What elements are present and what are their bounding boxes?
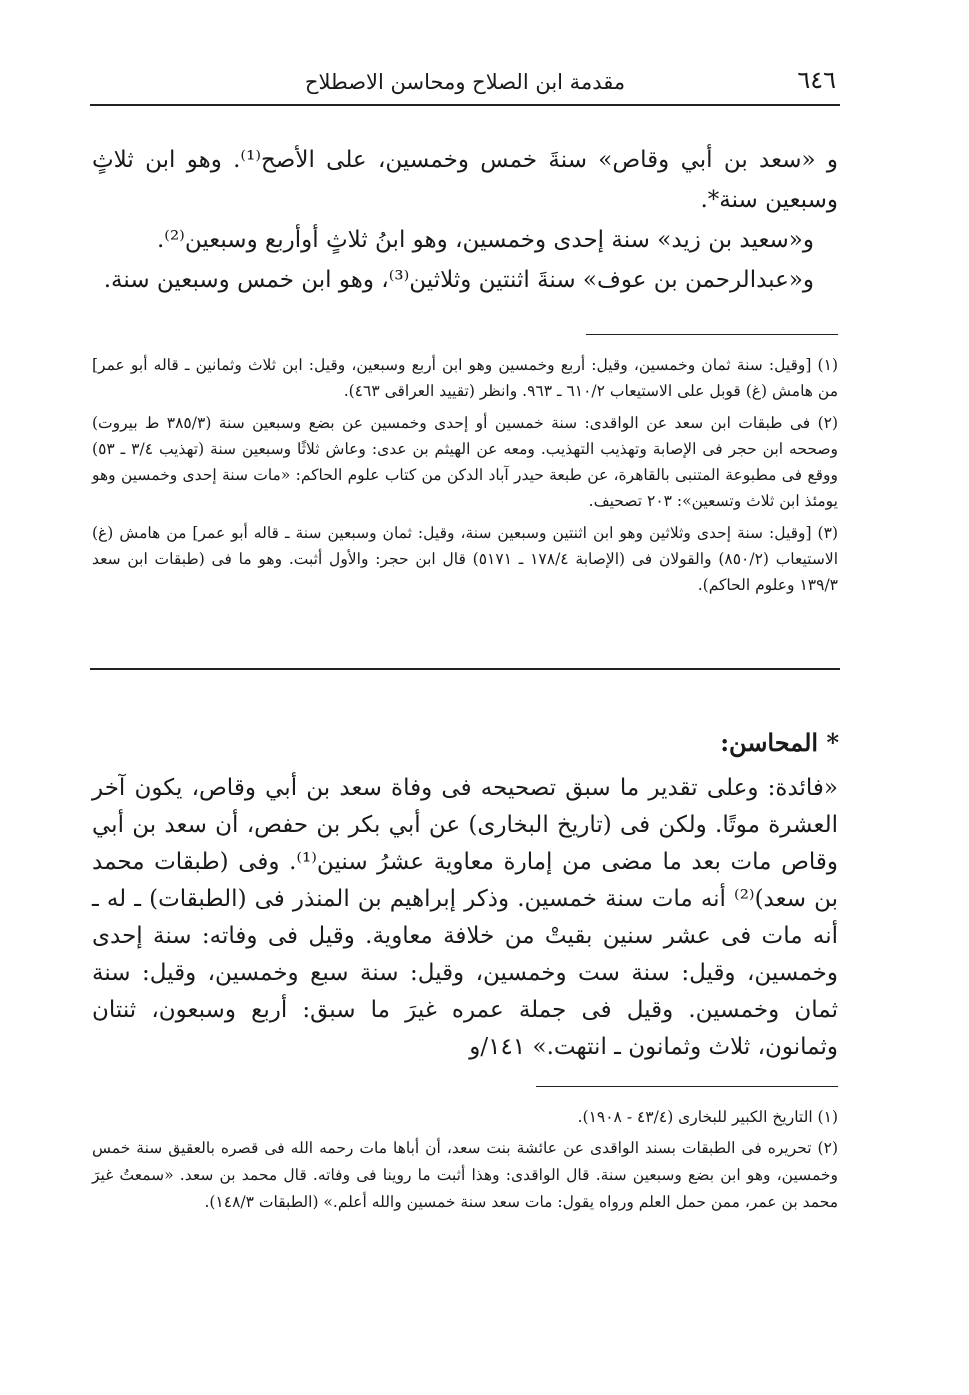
page-number: ٦٤٦ <box>797 66 836 94</box>
header-rule <box>90 104 840 106</box>
section-divider <box>90 668 840 670</box>
footnote-separator-bottom <box>536 1086 838 1087</box>
footnote-b2: (٢) تحريره فى الطبقات بسند الواقدى عن عائشة بنت سعد، أن أباها مات رحمه الله فى قصره بالعقيق سنة خمس وخمسين، وهو ابن بضع وسبعين سنة. قال الواقدى: وهذا أثبت ما روينا فى وفاته. قال محمد بن سعد. «سمعتُ غيرَ محمد بن عمر، ممن حمل العلم ورواه يقول: مات سعد سنة خمسين والله أعلم.» (الطبقات ١٤٨/٣). <box>92 1139 838 1211</box>
footnotes-bottom <box>92 1104 838 1220</box>
footnote-separator <box>586 334 838 335</box>
section-paragraph: «فائدة: وعلى تقدير ما سبق تصحيحه فى وفاة سعد بن أبي وقاص، يكون آخر العشرة موتًا. ولكن فى (تاريخ البخارى) عن أبي بكر بن حفص، أن سعد بن أبي وقاص مات بعد ما مضى من إمارة معاوية عشرُ سنين⁽¹⁾. وفى (طبقات محمد بن سعد)⁽²⁾ أنه مات سنة خمسين. وذكر إبراهيم بن المنذر فى (الطبقات) ـ له ـ أنه مات فى عشر سنين بقيتْ من خلافة معاوية. وقيل فى وفاته: سنة إحدى وخمسين، وقيل: سنة ست وخمسين، وقيل: سنة سبع وخمسين، وقيل: سنة ثمان وخمسين. وقيل فى جملة عمره غيرَ ما سبق: أربع وسبعون، ثنتان وثمانون، ثلاث وثمانون ـ انتهت.» ١٤١/و <box>92 775 838 1060</box>
footnote-3: (٣) [وقيل: سنة إحدى وثلاثين وهو ابن اثنتين وسبعين سنة، وقيل: ثمان وسبعين سنة ـ قاله أبو عمر] من هامش (غ) الاستيعاب (٨٥٠/٢) والقولان فى (الإصابة ١٧٨/٤ ـ ٥١٧١) قال ابن حجر: والأول أثبت. وهو ما فى (طبقات ابن سعد ١٣٩/٣ وعلوم الحاكم). <box>92 524 838 594</box>
main-text-top <box>92 140 838 300</box>
paragraph-abdulrahman: و«عبدالرحمن بن عوف» سنةَ اثنتين وثلاثين⁽³⁾، وهو ابن خمس وسبعين سنة. <box>103 267 814 293</box>
running-header <box>90 60 840 104</box>
header-title: مقدمة ابن الصلاح ومحاسن الاصطلاح <box>304 70 626 94</box>
paragraph-saad: و «سعد بن أبي وقاص» سنةَ خمس وخمسين، على الأصح⁽¹⁾. وهو ابن ثلاثٍ وسبعين سنة*. <box>92 147 838 213</box>
main-text-bottom <box>92 770 838 1066</box>
section-heading: * المحاسن: <box>720 728 839 757</box>
footnotes-top <box>92 352 838 604</box>
paragraph-saeed: و«سعيد بن زيد» سنة إحدى وخمسين، وهو ابنُ ثلاثٍ أوأربع وسبعين⁽²⁾. <box>156 227 814 253</box>
footnote-b1: (١) التاريخ الكبير للبخارى (٤٣/٤ - ١٩٠٨). <box>577 1108 838 1126</box>
footnote-2: (٢) فى طبقات ابن سعد عن الواقدى: سنة خمسين أو إحدى وخمسين عن بضع وسبعين سنة (٣٨٥/٣ ط بيروت) وصححه ابن حجر فى الإصابة وتهذيب التهذيب. ومعه عن الهيثم بن عدى: وعاش ثلاثًا وسبعين سنة (تهذيب ٣/٤ ـ ٥٣) ووقع فى مطبوعة المتنبى بالقاهرة، عن طبعة حيدر آباد الدكن من كتاب علوم الحاكم: «مات سنة إحدى وخمسين وهو يومئذ ابن ثلاث وتسعين»: ٢٠٣ تصحيف. <box>92 414 839 510</box>
footnote-1: (١) [وقيل: سنة ثمان وخمسين، وقيل: أربع وخمسين وهو ابن أربع وسبعين، وقيل: ابن ثلاث وثمانين ـ قاله أبو عمر] من هامش (غ) قوبل على الاستيعاب ٦١٠/٢ ـ ٩٦٣. وانظر (تقييد العراقى ٤٦٣). <box>92 356 838 400</box>
